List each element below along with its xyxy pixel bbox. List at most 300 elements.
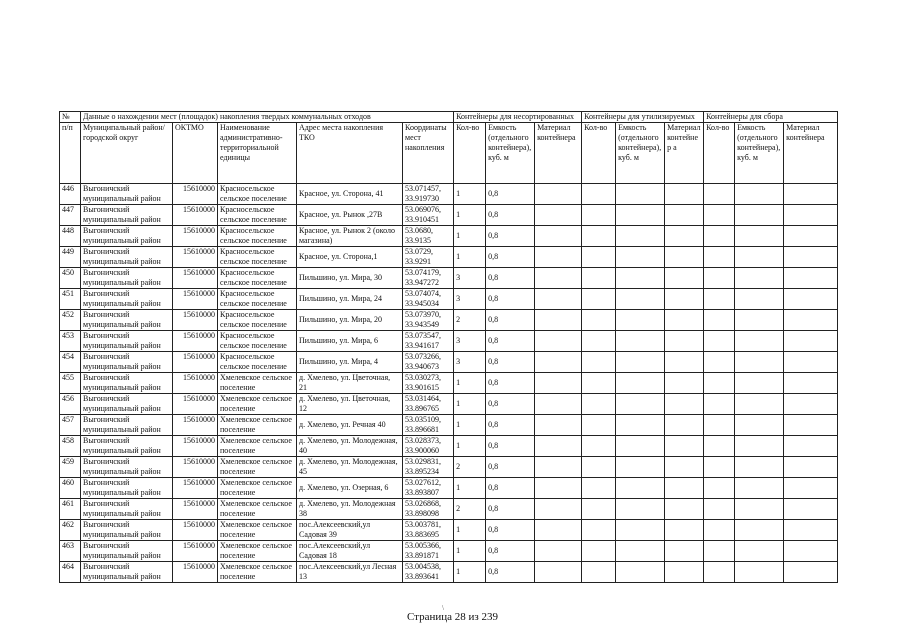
subheader-num: п/п xyxy=(60,123,81,184)
row-recycle-material xyxy=(665,268,704,289)
row-recycle-material xyxy=(665,520,704,541)
row-collect-material xyxy=(784,541,838,562)
row-unsorted-capacity: 0,8 xyxy=(486,541,535,562)
row-unsorted-count: 2 xyxy=(454,499,486,520)
table-row xyxy=(60,520,838,541)
row-unsorted-capacity: 0,8 xyxy=(486,457,535,478)
row-address: д. Хмелево, ул. Озерная, 6 xyxy=(297,478,403,499)
row-unsorted-material xyxy=(535,184,582,205)
row-district: Выгоничский муниципальный район xyxy=(81,520,173,541)
row-collect-material xyxy=(784,478,838,499)
row-admin-unit: Красносельское сельское поселение xyxy=(218,289,297,310)
row-collect-capacity xyxy=(735,499,784,520)
row-oktmo: 15610000 xyxy=(173,499,218,520)
row-recycle-material xyxy=(665,415,704,436)
row-unsorted-material xyxy=(535,478,582,499)
row-district: Выгоничский муниципальный район xyxy=(81,226,173,247)
table-row xyxy=(60,499,838,520)
subheader-recycle-material: Материал контейнер а xyxy=(665,123,704,184)
row-unsorted-material xyxy=(535,562,582,583)
row-admin-unit: Хмелевское сельское поселение xyxy=(218,436,297,457)
row-recycle-capacity xyxy=(616,268,665,289)
row-recycle-capacity xyxy=(616,562,665,583)
row-admin-unit: Хмелевское сельское поселение xyxy=(218,520,297,541)
subheader-unsorted-material: Материал контейнера xyxy=(535,123,582,184)
row-collect-material xyxy=(784,436,838,457)
subheader-collect-capacity: Емкость (отдельного контейнера), куб. м xyxy=(735,123,784,184)
row-admin-unit: Хмелевское сельское поселение xyxy=(218,562,297,583)
row-collect-count xyxy=(704,499,735,520)
header-num: № xyxy=(60,112,81,123)
row-oktmo: 15610000 xyxy=(173,457,218,478)
row-recycle-capacity xyxy=(616,373,665,394)
row-oktmo: 15610000 xyxy=(173,373,218,394)
row-district: Выгоничский муниципальный район xyxy=(81,457,173,478)
row-oktmo: 15610000 xyxy=(173,436,218,457)
row-recycle-capacity xyxy=(616,499,665,520)
row-collect-material xyxy=(784,205,838,226)
row-unsorted-material xyxy=(535,205,582,226)
row-coordinates: 53.029831, 33.895234 xyxy=(403,457,454,478)
row-oktmo: 15610000 xyxy=(173,247,218,268)
row-recycle-capacity xyxy=(616,478,665,499)
header-recycle-group: Контейнеры для утилизируемых xyxy=(582,112,704,123)
row-number: 446 xyxy=(60,184,81,205)
row-collect-capacity xyxy=(735,247,784,268)
row-unsorted-count: 3 xyxy=(454,331,486,352)
row-collect-count xyxy=(704,247,735,268)
row-oktmo: 15610000 xyxy=(173,331,218,352)
row-collect-capacity xyxy=(735,331,784,352)
row-recycle-count xyxy=(582,226,616,247)
row-oktmo: 15610000 xyxy=(173,289,218,310)
row-admin-unit: Красносельское сельское поселение xyxy=(218,205,297,226)
row-coordinates: 53.0680, 33.9135 xyxy=(403,226,454,247)
row-admin-unit: Хмелевское сельское поселение xyxy=(218,394,297,415)
row-coordinates: 53.027612, 33.893807 xyxy=(403,478,454,499)
table-row xyxy=(60,478,838,499)
row-admin-unit: Красносельское сельское поселение xyxy=(218,331,297,352)
row-unsorted-material xyxy=(535,226,582,247)
row-address: д. Хмелево, ул. Молодежная, 45 xyxy=(297,457,403,478)
row-number: 451 xyxy=(60,289,81,310)
row-collect-material xyxy=(784,268,838,289)
row-unsorted-capacity: 0,8 xyxy=(486,520,535,541)
row-address: Пильшино, ул. Мира, 20 xyxy=(297,310,403,331)
row-collect-count xyxy=(704,331,735,352)
row-number: 449 xyxy=(60,247,81,268)
row-collect-material xyxy=(784,352,838,373)
row-collect-material xyxy=(784,562,838,583)
row-unsorted-count: 3 xyxy=(454,352,486,373)
row-coordinates: 53.069076, 33.910451 xyxy=(403,205,454,226)
row-unsorted-count: 1 xyxy=(454,205,486,226)
row-unsorted-count: 3 xyxy=(454,268,486,289)
row-recycle-count xyxy=(582,562,616,583)
row-number: 455 xyxy=(60,373,81,394)
row-unsorted-material xyxy=(535,415,582,436)
row-district: Выгоничский муниципальный район xyxy=(81,373,173,394)
row-collect-count xyxy=(704,415,735,436)
row-collect-capacity xyxy=(735,478,784,499)
row-recycle-capacity xyxy=(616,436,665,457)
row-unsorted-count: 1 xyxy=(454,520,486,541)
row-unsorted-material xyxy=(535,457,582,478)
row-recycle-count xyxy=(582,499,616,520)
row-collect-capacity xyxy=(735,310,784,331)
row-recycle-capacity xyxy=(616,226,665,247)
row-admin-unit: Хмелевское сельское поселение xyxy=(218,499,297,520)
row-admin-unit: Хмелевское сельское поселение xyxy=(218,373,297,394)
row-district: Выгоничский муниципальный район xyxy=(81,352,173,373)
sub-header-row xyxy=(60,123,838,184)
row-collect-count xyxy=(704,268,735,289)
row-admin-unit: Красносельское сельское поселение xyxy=(218,352,297,373)
row-collect-capacity xyxy=(735,352,784,373)
row-unsorted-capacity: 0,8 xyxy=(486,205,535,226)
row-recycle-material xyxy=(665,499,704,520)
row-unsorted-material xyxy=(535,373,582,394)
row-unsorted-material xyxy=(535,520,582,541)
row-coordinates: 53.030273, 33.901615 xyxy=(403,373,454,394)
row-collect-count xyxy=(704,226,735,247)
row-collect-capacity xyxy=(735,415,784,436)
row-number: 448 xyxy=(60,226,81,247)
row-number: 453 xyxy=(60,331,81,352)
row-number: 447 xyxy=(60,205,81,226)
row-collect-capacity xyxy=(735,394,784,415)
row-number: 457 xyxy=(60,415,81,436)
row-number: 452 xyxy=(60,310,81,331)
row-recycle-count xyxy=(582,478,616,499)
row-recycle-capacity xyxy=(616,457,665,478)
row-coordinates: 53.073547, 33.941617 xyxy=(403,331,454,352)
table-row xyxy=(60,268,838,289)
row-coordinates: 53.074179, 33.947272 xyxy=(403,268,454,289)
row-unsorted-capacity: 0,8 xyxy=(486,373,535,394)
row-district: Выгоничский муниципальный район xyxy=(81,394,173,415)
row-collect-material xyxy=(784,310,838,331)
row-address: пос.Алексеевский,ул Садовая 18 xyxy=(297,541,403,562)
row-recycle-material xyxy=(665,352,704,373)
row-unsorted-count: 1 xyxy=(454,436,486,457)
row-admin-unit: Хмелевское сельское поселение xyxy=(218,478,297,499)
row-unsorted-count: 1 xyxy=(454,373,486,394)
page-number-footer: Страница 28 из 239 xyxy=(406,611,499,623)
row-recycle-count xyxy=(582,310,616,331)
row-coordinates: 53.003781, 33.883695 xyxy=(403,520,454,541)
row-collect-material xyxy=(784,247,838,268)
row-collect-capacity xyxy=(735,436,784,457)
row-unsorted-count: 2 xyxy=(454,310,486,331)
subheader-oktmo: ОКТМО xyxy=(173,123,218,184)
row-district: Выгоничский муниципальный район xyxy=(81,289,173,310)
row-admin-unit: Красносельское сельское поселение xyxy=(218,226,297,247)
row-collect-capacity xyxy=(735,520,784,541)
row-number: 463 xyxy=(60,541,81,562)
row-number: 460 xyxy=(60,478,81,499)
row-recycle-capacity xyxy=(616,247,665,268)
table-row xyxy=(60,415,838,436)
subheader-coordinates: Координаты мест накопления xyxy=(403,123,454,184)
row-unsorted-count: 1 xyxy=(454,562,486,583)
row-district: Выгоничский муниципальный район xyxy=(81,541,173,562)
row-collect-count xyxy=(704,352,735,373)
row-recycle-count xyxy=(582,415,616,436)
row-number: 458 xyxy=(60,436,81,457)
row-collect-count xyxy=(704,310,735,331)
row-address: пос.Алексеевский,ул Садовая 39 xyxy=(297,520,403,541)
row-district: Выгоничский муниципальный район xyxy=(81,310,173,331)
row-address: Красное, ул. Сторона, 41 xyxy=(297,184,403,205)
row-recycle-count xyxy=(582,352,616,373)
row-address: Красное, ул. Сторона,1 xyxy=(297,247,403,268)
subheader-collect-count: Кол-во xyxy=(704,123,735,184)
row-recycle-material xyxy=(665,184,704,205)
row-unsorted-count: 1 xyxy=(454,184,486,205)
row-collect-count xyxy=(704,457,735,478)
row-collect-material xyxy=(784,184,838,205)
row-unsorted-capacity: 0,8 xyxy=(486,289,535,310)
table-row xyxy=(60,289,838,310)
row-recycle-count xyxy=(582,289,616,310)
row-collect-material xyxy=(784,289,838,310)
row-recycle-count xyxy=(582,331,616,352)
row-collect-capacity xyxy=(735,268,784,289)
row-recycle-capacity xyxy=(616,184,665,205)
subheader-district: Муниципальный район/городской округ xyxy=(81,123,173,184)
row-coordinates: 53.073970, 33.943549 xyxy=(403,310,454,331)
row-unsorted-material xyxy=(535,289,582,310)
row-oktmo: 15610000 xyxy=(173,205,218,226)
row-admin-unit: Красносельское сельское поселение xyxy=(218,184,297,205)
row-unsorted-capacity: 0,8 xyxy=(486,310,535,331)
subheader-unsorted-capacity: Емкость (отдельного контейнера), куб. м xyxy=(486,123,535,184)
subheader-unsorted-count: Кол-во xyxy=(454,123,486,184)
row-unsorted-material xyxy=(535,436,582,457)
row-address: Пильшино, ул. Мира, 4 xyxy=(297,352,403,373)
row-district: Выгоничский муниципальный район xyxy=(81,268,173,289)
row-oktmo: 15610000 xyxy=(173,562,218,583)
row-number: 464 xyxy=(60,562,81,583)
row-collect-count xyxy=(704,478,735,499)
row-recycle-material xyxy=(665,457,704,478)
row-admin-unit: Хмелевское сельское поселение xyxy=(218,541,297,562)
table-row xyxy=(60,457,838,478)
row-district: Выгоничский муниципальный район xyxy=(81,562,173,583)
row-recycle-count xyxy=(582,541,616,562)
row-collect-count xyxy=(704,184,735,205)
row-unsorted-capacity: 0,8 xyxy=(486,499,535,520)
row-recycle-capacity xyxy=(616,331,665,352)
row-address: Пильшино, ул. Мира, 24 xyxy=(297,289,403,310)
table-row xyxy=(60,184,838,205)
row-unsorted-material xyxy=(535,352,582,373)
row-collect-material xyxy=(784,331,838,352)
row-recycle-capacity xyxy=(616,205,665,226)
row-recycle-material xyxy=(665,226,704,247)
row-coordinates: 53.074074, 33.945034 xyxy=(403,289,454,310)
row-recycle-material xyxy=(665,436,704,457)
row-district: Выгоничский муниципальный район xyxy=(81,436,173,457)
row-unsorted-material xyxy=(535,394,582,415)
row-unsorted-capacity: 0,8 xyxy=(486,247,535,268)
row-oktmo: 15610000 xyxy=(173,478,218,499)
row-unsorted-count: 1 xyxy=(454,478,486,499)
row-collect-count xyxy=(704,520,735,541)
row-address: пос.Алексеевский,ул Лесная 13 xyxy=(297,562,403,583)
row-address: д. Хмелево, ул. Молодежная 38 xyxy=(297,499,403,520)
row-number: 461 xyxy=(60,499,81,520)
row-oktmo: 15610000 xyxy=(173,184,218,205)
row-recycle-count xyxy=(582,247,616,268)
row-oktmo: 15610000 xyxy=(173,415,218,436)
row-collect-capacity xyxy=(735,457,784,478)
row-recycle-count xyxy=(582,436,616,457)
row-unsorted-capacity: 0,8 xyxy=(486,436,535,457)
row-recycle-material xyxy=(665,541,704,562)
table-row xyxy=(60,331,838,352)
row-unsorted-capacity: 0,8 xyxy=(486,226,535,247)
row-district: Выгоничский муниципальный район xyxy=(81,499,173,520)
waste-sites-table xyxy=(59,111,838,583)
row-number: 454 xyxy=(60,352,81,373)
row-coordinates: 53.073266, 33.940673 xyxy=(403,352,454,373)
row-oktmo: 15610000 xyxy=(173,352,218,373)
row-unsorted-count: 1 xyxy=(454,226,486,247)
row-unsorted-count: 1 xyxy=(454,394,486,415)
row-unsorted-material xyxy=(535,499,582,520)
row-unsorted-capacity: 0,8 xyxy=(486,415,535,436)
row-recycle-material xyxy=(665,373,704,394)
row-address: Пильшино, ул. Мира, 6 xyxy=(297,331,403,352)
row-recycle-count xyxy=(582,394,616,415)
row-unsorted-material xyxy=(535,310,582,331)
row-collect-count xyxy=(704,205,735,226)
row-coordinates: 53.0729, 33.9291 xyxy=(403,247,454,268)
row-unsorted-material xyxy=(535,331,582,352)
scan-tick-mark: \ xyxy=(442,604,444,612)
table-row xyxy=(60,562,838,583)
row-collect-count xyxy=(704,541,735,562)
row-recycle-material xyxy=(665,205,704,226)
table-row xyxy=(60,310,838,331)
row-coordinates: 53.035109, 33.896681 xyxy=(403,415,454,436)
row-collect-capacity xyxy=(735,373,784,394)
row-recycle-count xyxy=(582,205,616,226)
row-recycle-material xyxy=(665,310,704,331)
row-recycle-count xyxy=(582,520,616,541)
row-collect-material xyxy=(784,520,838,541)
row-admin-unit: Хмелевское сельское поселение xyxy=(218,415,297,436)
row-recycle-capacity xyxy=(616,520,665,541)
row-address: д. Хмелево, ул. Речная 40 xyxy=(297,415,403,436)
header-location-group: Данные о нахождении мест (площадок) накопления твердых коммунальных отходов xyxy=(81,112,454,123)
row-collect-count xyxy=(704,562,735,583)
row-collect-capacity xyxy=(735,541,784,562)
row-recycle-capacity xyxy=(616,352,665,373)
table-row xyxy=(60,205,838,226)
row-oktmo: 15610000 xyxy=(173,520,218,541)
row-collect-count xyxy=(704,289,735,310)
row-oktmo: 15610000 xyxy=(173,268,218,289)
row-unsorted-material xyxy=(535,247,582,268)
row-address: д. Хмелево, ул. Цветочная, 21 xyxy=(297,373,403,394)
row-coordinates: 53.031464, 33.896765 xyxy=(403,394,454,415)
row-unsorted-capacity: 0,8 xyxy=(486,394,535,415)
row-admin-unit: Красносельское сельское поселение xyxy=(218,268,297,289)
row-oktmo: 15610000 xyxy=(173,226,218,247)
row-district: Выгоничский муниципальный район xyxy=(81,478,173,499)
row-unsorted-material xyxy=(535,268,582,289)
row-collect-material xyxy=(784,373,838,394)
row-unsorted-count: 1 xyxy=(454,247,486,268)
row-recycle-material xyxy=(665,478,704,499)
row-district: Выгоничский муниципальный район xyxy=(81,415,173,436)
row-oktmo: 15610000 xyxy=(173,541,218,562)
row-admin-unit: Красносельское сельское поселение xyxy=(218,310,297,331)
subheader-collect-material: Материал контейнера xyxy=(784,123,838,184)
row-oktmo: 15610000 xyxy=(173,394,218,415)
row-unsorted-capacity: 0,8 xyxy=(486,478,535,499)
row-unsorted-capacity: 0,8 xyxy=(486,352,535,373)
row-unsorted-count: 1 xyxy=(454,541,486,562)
row-recycle-count xyxy=(582,268,616,289)
row-admin-unit: Красносельское сельское поселение xyxy=(218,247,297,268)
row-collect-material xyxy=(784,457,838,478)
header-unsorted-group: Контейнеры для несортированных xyxy=(454,112,582,123)
row-recycle-capacity xyxy=(616,541,665,562)
header-collect-group: Контейнеры для сбора xyxy=(704,112,838,123)
row-coordinates: 53.071457, 33.919730 xyxy=(403,184,454,205)
row-collect-capacity xyxy=(735,205,784,226)
row-collect-material xyxy=(784,499,838,520)
row-collect-count xyxy=(704,373,735,394)
row-coordinates: 53.026868, 33.898098 xyxy=(403,499,454,520)
row-number: 456 xyxy=(60,394,81,415)
row-collect-count xyxy=(704,394,735,415)
row-address: д. Хмелево, ул. Цветочная, 12 xyxy=(297,394,403,415)
row-recycle-material xyxy=(665,562,704,583)
row-number: 450 xyxy=(60,268,81,289)
table-row xyxy=(60,436,838,457)
row-district: Выгоничский муниципальный район xyxy=(81,184,173,205)
row-recycle-capacity xyxy=(616,310,665,331)
subheader-recycle-capacity: Емкость (отдельного контейнера), куб. м xyxy=(616,123,665,184)
row-recycle-capacity xyxy=(616,415,665,436)
table-row xyxy=(60,541,838,562)
subheader-recycle-count: Кол-во xyxy=(582,123,616,184)
row-collect-count xyxy=(704,436,735,457)
row-unsorted-count: 2 xyxy=(454,457,486,478)
subheader-address: Адрес места накопления ТКО xyxy=(297,123,403,184)
subheader-admin-unit: Наименование административно-территориальной единицы xyxy=(218,123,297,184)
row-coordinates: 53.004538, 33.893641 xyxy=(403,562,454,583)
row-oktmo: 15610000 xyxy=(173,310,218,331)
row-collect-capacity xyxy=(735,562,784,583)
row-collect-capacity xyxy=(735,289,784,310)
table-row xyxy=(60,352,838,373)
row-number: 462 xyxy=(60,520,81,541)
row-recycle-material xyxy=(665,394,704,415)
row-recycle-count xyxy=(582,373,616,394)
row-recycle-capacity xyxy=(616,289,665,310)
row-coordinates: 53.028373, 33.900060 xyxy=(403,436,454,457)
row-collect-capacity xyxy=(735,226,784,247)
row-district: Выгоничский муниципальный район xyxy=(81,247,173,268)
row-unsorted-capacity: 0,8 xyxy=(486,331,535,352)
row-unsorted-capacity: 0,8 xyxy=(486,268,535,289)
